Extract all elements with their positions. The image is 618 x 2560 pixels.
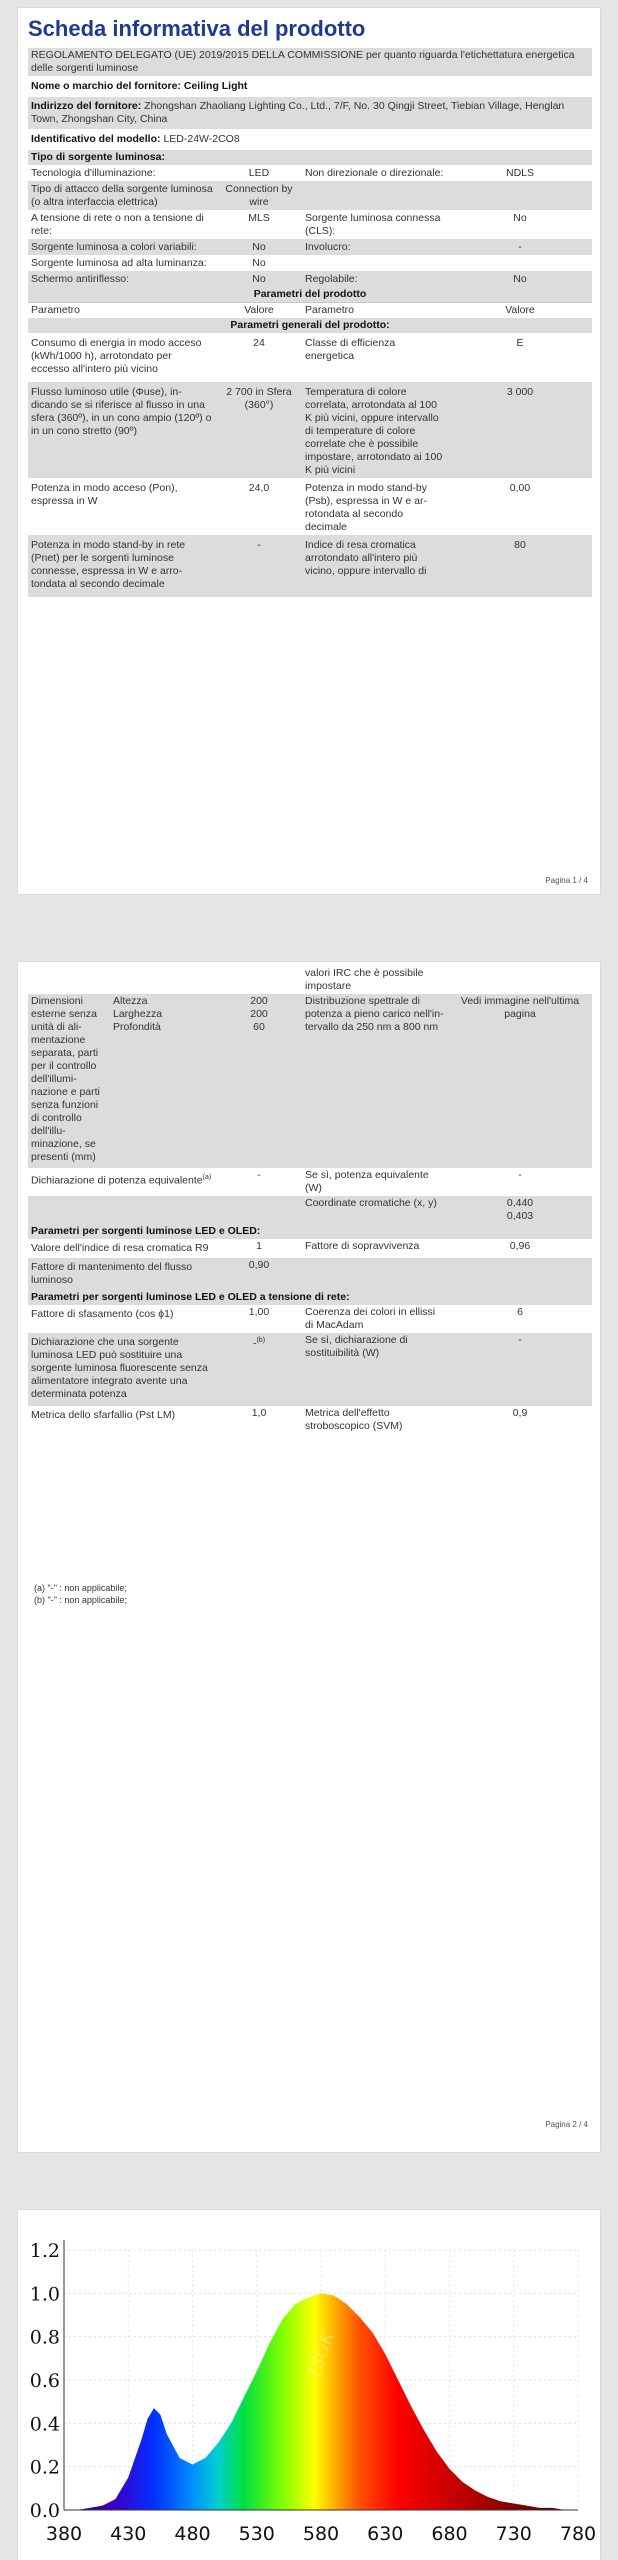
- row-value: [216, 1196, 302, 1224]
- row-value: [216, 1333, 302, 1406]
- row-label-text: Dichiarazione di potenza equivalente: [31, 1174, 203, 1187]
- x-tick-label: 680: [431, 2523, 468, 2545]
- row-value-2: [448, 255, 592, 271]
- page-1: [18, 8, 600, 894]
- row-value-2: [448, 181, 592, 210]
- x-tick-label: 630: [367, 2523, 404, 2545]
- row-value: 2 700 in Sfera (360°): [216, 382, 302, 478]
- row-label-2: [302, 1258, 448, 1290]
- row-value: -: [257, 1169, 261, 1181]
- col-param-2: Parametro: [302, 303, 448, 319]
- row-value: 1: [256, 1240, 262, 1252]
- spectral-power-chart: [18, 2210, 600, 2560]
- row-label: Consumo di energia in modo acceso (kWh/1000 h), arrotondato per eccesso all'intero più vicino: [31, 337, 202, 375]
- params-header: Parametri del prodotto: [28, 287, 592, 303]
- row-label: Dichiarazione che una sorgente luminosa LED può sostituire una sorgente luminosa fluorescente senza alimentatore integrato avente una determinata potenza: [28, 1333, 216, 1406]
- row-label-2: Temperatura di colore correlata, arrotondata al 100 K più vicini, oppure intervallo di temperature di colore correlate che è possibile impostare, arrotondato ai 100 K più vicini: [302, 382, 448, 478]
- table-row: [28, 333, 592, 382]
- row-label: Tecnologia d'illuminazione:: [31, 167, 156, 179]
- row-value-2: 6: [517, 1306, 523, 1318]
- row-label: Sorgente luminosa a colori variabili:: [28, 239, 216, 255]
- table-row: [28, 255, 592, 271]
- row-label-2: Se sì, potenza equivalente (W): [305, 1169, 429, 1194]
- row-value-2: [448, 966, 592, 994]
- row-value-2: 80: [448, 535, 592, 597]
- row-label-2: Regolabile:: [302, 271, 448, 287]
- general-params-header: Parametri generali del prodotto:: [28, 318, 592, 333]
- row-label-2: Involucro:: [302, 239, 448, 255]
- table-row: [28, 1406, 592, 1434]
- row-value-2: Vedi immagine nell'ultima pagina: [448, 994, 592, 1168]
- row-label: Metrica dello sfarfallio (Pst LM): [31, 1409, 176, 1421]
- row-label: Dimensioni esterne senza unità di alimentazione separata, parti per il controllo dell'illuminazione e parti senza funzioni di controllo dell'illuminazione, se presenti (mm): [28, 994, 110, 1168]
- row-label-2: [302, 255, 448, 271]
- col-value: Valore: [216, 303, 302, 319]
- row-value: 24,0: [248, 482, 270, 494]
- source-type-header: Tipo di sorgente luminosa:: [28, 150, 592, 165]
- row-value: No: [216, 271, 302, 287]
- row-value: No: [216, 239, 302, 255]
- watermark-text: TSGK: [172, 2348, 210, 2402]
- table-row: [28, 1305, 592, 1333]
- y-tick-label: 1.2: [29, 2240, 60, 2262]
- x-tick-label: 580: [302, 2523, 340, 2545]
- table-row: [28, 239, 592, 255]
- row-value: LED: [248, 167, 270, 179]
- table-row: [28, 210, 592, 239]
- row-value: 0,90: [216, 1258, 302, 1290]
- model-label: Identificativo del modello:: [31, 133, 161, 145]
- page-2: [18, 962, 600, 2152]
- table-row: [28, 1168, 592, 1196]
- address-label: Indirizzo del fornitore:: [31, 100, 142, 112]
- led-params-header: Parametri per sorgenti luminose LED e OLED:: [28, 1224, 592, 1239]
- row-label: [28, 1168, 216, 1196]
- row-label-2: valori IRC che è possibile impostare: [305, 967, 424, 992]
- row-label: A tensione di rete o non a tensione di rete:: [31, 212, 204, 237]
- row-label: Potenza in modo acceso (Pon), espressa in W: [31, 482, 178, 507]
- row-label-2: Se sì, dichiarazione di sostituibilità (W): [302, 1333, 448, 1406]
- table-row: [28, 994, 592, 1168]
- row-value: [216, 1406, 302, 1434]
- row-value-text: 1,0: [251, 1407, 267, 1419]
- row-value-text: 1,00: [248, 1306, 270, 1318]
- footnote-a: (a) "-" : non applicabile;: [34, 1583, 127, 1593]
- table-row: [28, 271, 592, 287]
- row-value: MLS: [248, 212, 270, 224]
- col-value-2: Valore: [448, 303, 592, 319]
- page-3-spectrum: [18, 2210, 600, 2560]
- row-label-2: Coordinate cromatiche (x, y): [302, 1196, 448, 1224]
- row-label-2: Fattore di sopravvivenza: [305, 1240, 420, 1252]
- table-row: [28, 181, 592, 210]
- supplier-address: [28, 97, 592, 129]
- row-value: Connection by wire: [216, 181, 302, 210]
- regulation-text: REGOLAMENTO DELEGATO (UE) 2019/2015 DELLA COMMISSIONE per quanto riguarda l'etichettatura energetica delle sorgenti luminose: [28, 48, 592, 76]
- row-value-2: No: [513, 212, 527, 224]
- model-value: LED-24W-2CO8: [163, 133, 240, 145]
- row-label-2: Indice di resa cromatica arrotondato all'intero più vicino, oppure intervallo di: [302, 535, 448, 597]
- brand: Nome o marchio del fornitore: Ceiling Light: [31, 80, 248, 92]
- x-tick-label: 480: [174, 2523, 211, 2545]
- y-tick-label: 0.4: [29, 2413, 60, 2436]
- table-row: [28, 382, 592, 478]
- footnote-ref: (a): [202, 1174, 212, 1181]
- table-row: [28, 1258, 592, 1290]
- page-title: Scheda informativa del prodotto: [28, 16, 366, 41]
- watermark-text: TSGK: [302, 2328, 340, 2382]
- col-param: Parametro: [28, 303, 216, 319]
- row-value: No: [252, 257, 266, 269]
- row-value-2: 0,9: [512, 1407, 528, 1419]
- mains-params-header: Parametri per sorgenti luminose LED e OLED a tensione di rete:: [28, 1290, 592, 1305]
- y-tick-label: 0.2: [29, 2456, 60, 2479]
- row-label: Potenza in modo stand-by in rete (Pnet) per le sorgenti luminose connesse, espressa in W e arrotondata al secondo decimale: [28, 535, 216, 597]
- table-row: [28, 1239, 592, 1258]
- model-identifier: [28, 129, 592, 150]
- row-label: [28, 966, 216, 994]
- table-row: [28, 966, 592, 994]
- table-row: [28, 1333, 592, 1406]
- x-tick-label: 530: [238, 2523, 275, 2545]
- row-label-2: Non direzionale o direzionale:: [305, 167, 444, 179]
- row-label: Tipo di attacco della sorgente luminosa (o altra interfaccia elettrica): [28, 181, 216, 210]
- row-value-2: 0,96: [509, 1240, 531, 1252]
- y-tick-label: 0.0: [29, 2500, 60, 2522]
- row-value: 200 200 60: [216, 994, 302, 1168]
- row-sublabel: Altezza Larghezza Profondità: [110, 994, 216, 1168]
- table-row: [28, 1196, 592, 1224]
- row-value-text: -: [252, 1337, 257, 1350]
- watermark-text: TSGK: [562, 2353, 600, 2407]
- footnote-b: (b) "-" : non applicabile;: [34, 1595, 127, 1605]
- row-value: -: [216, 535, 302, 597]
- page-number: Pagina 1 / 4: [545, 876, 588, 885]
- product-info-table: [28, 48, 592, 597]
- row-value-2: -: [448, 239, 592, 255]
- footnotes: [34, 1582, 127, 1606]
- row-label-2: Classe di efficienza energetica: [305, 337, 396, 362]
- row-label: Flusso luminoso utile (Φuse), indicando se si riferisce al flusso in una sfera (360º), in un cono ampio (120º) o in un cono stretto (90º): [28, 382, 216, 478]
- footnote-ref: (b): [256, 1337, 266, 1344]
- row-label-2: Coerenza dei colori in ellissi di MacAdam: [305, 1306, 436, 1331]
- column-header-row: [28, 303, 592, 319]
- row-value: 24: [253, 337, 265, 349]
- row-label: Schermo antiriflesso:: [28, 271, 216, 287]
- row-value-2: 3 000: [448, 382, 592, 478]
- y-tick-label: 0.8: [29, 2326, 60, 2349]
- row-label: Fattore di sfasamento (cos ϕ1): [31, 1308, 174, 1320]
- row-value-2: No: [448, 271, 592, 287]
- row-label-2: Sorgente luminosa connessa (CLS):: [305, 212, 441, 237]
- spectrum-area: [64, 2293, 578, 2510]
- x-tick-label: 430: [110, 2523, 147, 2545]
- x-tick-label: 380: [45, 2523, 83, 2545]
- table-row: [28, 478, 592, 535]
- row-value: [216, 966, 302, 994]
- table-row: [28, 165, 592, 181]
- row-label-2: Metrica dell'effetto stroboscopico (SVM): [305, 1407, 403, 1432]
- product-params-table-continued: [28, 966, 592, 1434]
- table-row: [28, 535, 592, 597]
- row-value-2: NDLS: [505, 167, 534, 179]
- watermark-text: TSGK: [422, 2348, 460, 2402]
- address-value: Zhongshan Zhaoliang Lighting Co., Ltd., 7/F, No. 30 Qingji Street, Tiebian Village, Henglan Town, Zhongshan City, China: [31, 100, 565, 125]
- row-label: Fattore di mantenimento del flusso luminoso: [28, 1258, 216, 1290]
- y-tick-label: 1.0: [29, 2283, 60, 2306]
- row-value: [216, 1305, 302, 1333]
- row-value-2: E: [516, 337, 524, 349]
- row-value-2: -: [518, 1169, 522, 1181]
- row-value-2: [448, 1258, 592, 1290]
- row-value-2: -: [448, 1333, 592, 1406]
- row-label-2: [302, 181, 448, 210]
- row-label: [28, 1196, 216, 1224]
- row-label-2: Potenza in modo stand-by (Psb), espressa in W e arrotondata al secondo decimale: [305, 482, 427, 533]
- row-label: Valore dell'indice di resa cromatica R9: [31, 1242, 209, 1254]
- row-value-2: 0,440 0,403: [448, 1196, 592, 1224]
- x-tick-label: 780: [559, 2523, 597, 2545]
- row-label: Sorgente luminosa ad alta luminanza:: [31, 257, 207, 269]
- y-tick-label: 0.6: [29, 2370, 60, 2392]
- row-value-2: 0,00: [509, 482, 531, 494]
- x-tick-label: 730: [495, 2523, 532, 2545]
- page-number: Pagina 2 / 4: [545, 2120, 588, 2129]
- row-label-2: Distribuzione spettrale di potenza a pieno carico nell'intervallo da 250 nm a 800 nm: [302, 994, 448, 1168]
